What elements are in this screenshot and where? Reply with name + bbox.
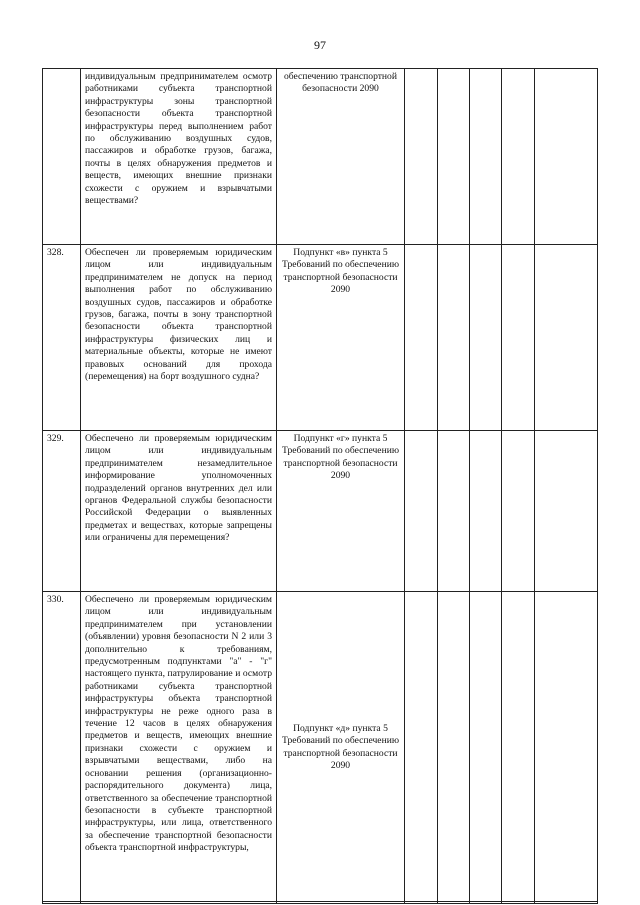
table-row: [43, 69, 598, 245]
answer-cell[interactable]: [502, 245, 535, 431]
reference-text: обеспечению транспортной безопасности 2090: [284, 71, 397, 95]
table-bottom-rule: [42, 901, 597, 902]
answer-cell[interactable]: [502, 431, 535, 592]
reference-text: Подпункт «д» пункта 5 Требований по обеспечению транспортной безопасности 2090: [282, 722, 399, 771]
answer-cell[interactable]: [405, 431, 438, 592]
row-number: 328.: [43, 245, 81, 431]
row-number: 330.: [43, 592, 81, 904]
answer-cell[interactable]: [405, 245, 438, 431]
question-text: Обеспечено ли проверяемым юридическим лицом или индивидуальным предпринимателем незамедлительное информирование уполномоченных подразделений органов внутренних дел или органов Федеральной службы безопасности Российской Федерации о выявленных предметах и веществах, которые запрещены или ограничены для перемещения?: [81, 431, 277, 592]
table-row: [43, 431, 598, 592]
notes-cell[interactable]: [535, 69, 598, 245]
answer-cell[interactable]: [470, 245, 502, 431]
checklist-table: [42, 68, 598, 904]
notes-cell[interactable]: [535, 245, 598, 431]
answer-cell[interactable]: [438, 245, 470, 431]
reference-text: Подпункт «г» пункта 5 Требований по обеспечению транспортной безопасности 2090: [282, 433, 399, 482]
table-row: [43, 592, 598, 904]
requirement-reference: [277, 245, 405, 431]
page-number: 97: [314, 38, 326, 52]
question-text: Обеспечено ли проверяемым юридическим лицом или индивидуальным предпринимателем при установлении (объявлении) уровня безопасности N 2 или 3 дополнительно к требованиям, предусмотренным подпунктами "а" - "г" настоящего пункта, патрулирование и осмотр работниками субъекта транспортной инфраструктуры объекта транспортной инфраструктуры не реже одного раза в течение 12 часов в целях обнаружения предметов и веществ, имеющих внешние признаки схожести с оружием и взрывчатыми веществами, либо на основании решения (организационно-распорядительного документа) лица, ответственного за обеспечение транспортной безопасности в субъекте транспортной инфраструктуры, или лица, ответственного за обеспечение транспортной безопасности объекта транспортной инфраструктуры,: [81, 592, 277, 904]
notes-cell[interactable]: [535, 431, 598, 592]
notes-cell[interactable]: [535, 592, 598, 904]
answer-cell[interactable]: [438, 69, 470, 245]
row-number: 329.: [43, 431, 81, 592]
answer-cell[interactable]: [438, 592, 470, 904]
answer-cell[interactable]: [405, 69, 438, 245]
answer-cell[interactable]: [502, 69, 535, 245]
row-number: [43, 69, 81, 245]
requirement-reference: [277, 69, 405, 245]
answer-cell[interactable]: [470, 431, 502, 592]
table-row: [43, 245, 598, 431]
reference-text: Подпункт «в» пункта 5 Требований по обеспечению транспортной безопасности 2090: [282, 247, 399, 296]
answer-cell[interactable]: [470, 69, 502, 245]
question-text: индивидуальным предпринимателем осмотр работниками субъекта транспортной инфраструктуры зоны транспортной безопасности объекта транспортной инфраструктуры перед выполнением работ по обслуживанию воздушных судов, пассажиров и обработке грузов, багажа, почты в целях обнаружения предметов и веществ, имеющих внешние признаки схожести с оружием и взрывчатыми веществами?: [81, 69, 277, 245]
answer-cell[interactable]: [438, 431, 470, 592]
answer-cell[interactable]: [405, 592, 438, 904]
question-text: Обеспечен ли проверяемым юридическим лицом или индивидуальным предпринимателем не допуск на период выполнения работ по обслуживанию воздушных судов, пассажиров и обработке грузов, багажа, почты в зону транспортной безопасности объекта транспортной инфраструктуры физических лиц и материальные объекты, которые не имеют правовых оснований для прохода (перемещения) на борт воздушного судна?: [81, 245, 277, 431]
answer-cell[interactable]: [470, 592, 502, 904]
answer-cell[interactable]: [502, 592, 535, 904]
requirement-reference: [277, 592, 405, 904]
requirement-reference: [277, 431, 405, 592]
